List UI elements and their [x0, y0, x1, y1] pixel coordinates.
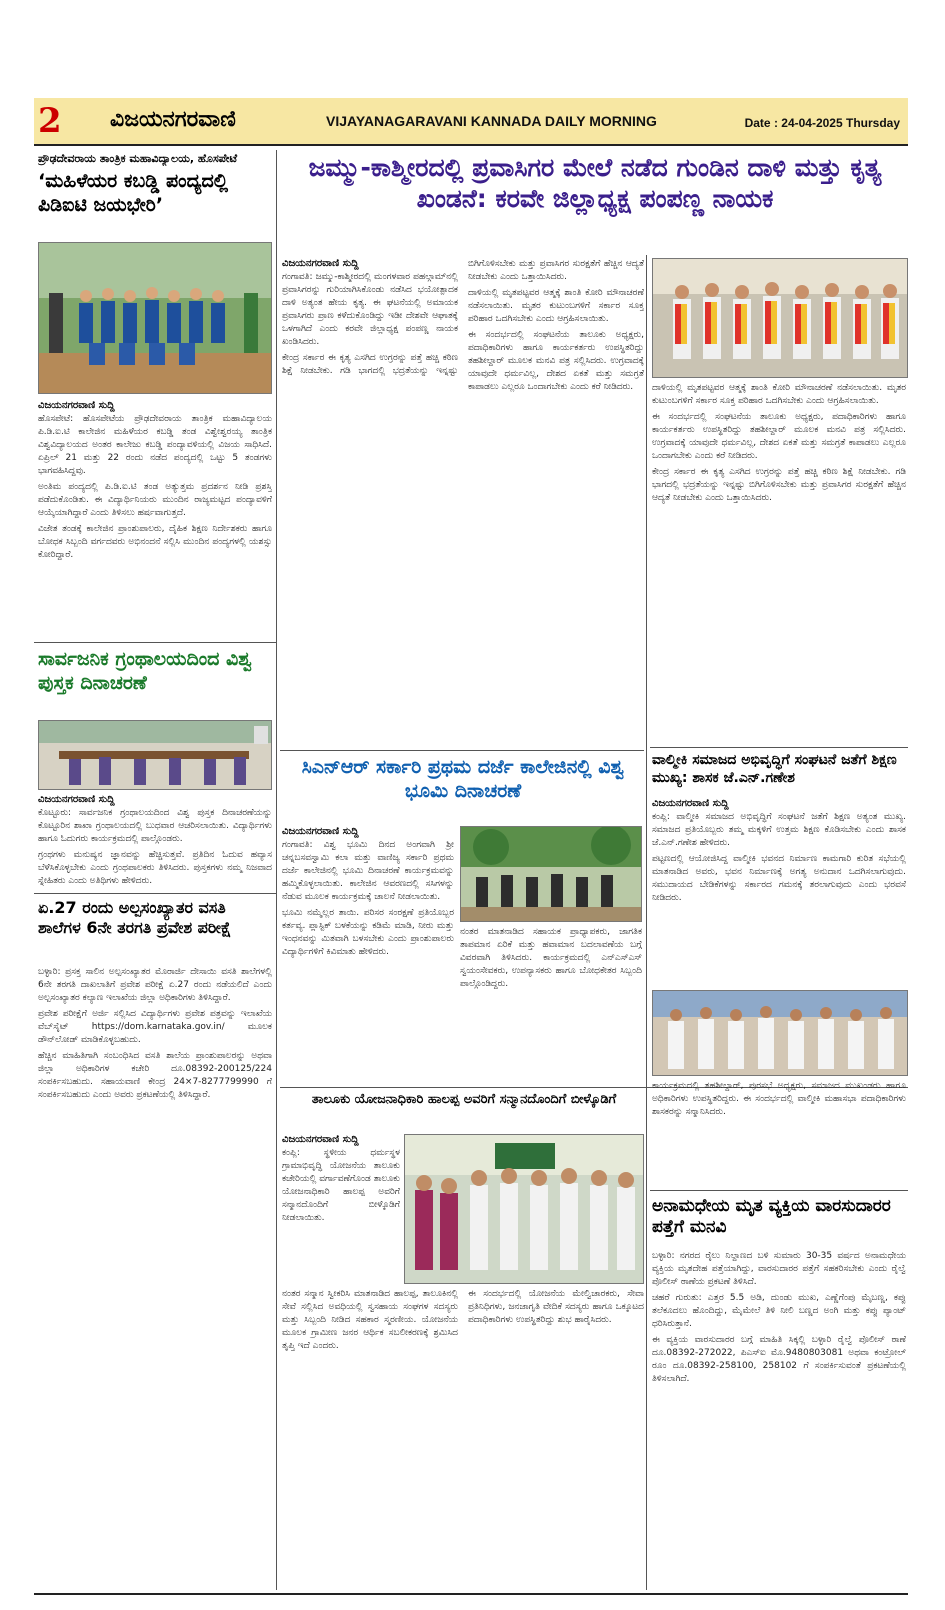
- earth-day-body: [282, 826, 454, 1082]
- issue-date: Date : 24-04-2025 Thursday: [744, 116, 900, 130]
- admission-paragraph: ಹೆಚ್ಚಿನ ಮಾಹಿತಿಗಾಗಿ ಸಂಬಂಧಿಸಿದ ವಸತಿ ಶಾಲೆಯ ಪ್ರಾಂಶುಪಾಲರನ್ನು ಅಥವಾ ಜಿಲ್ಲಾ ಅಧಿಕಾರಿಗಳ ಕಚೇರಿ ದೂ.08392-200125/224 ಸಂಪರ್ಕಿಸಬಹುದು. ಸಹಾಯವಾಣಿ ಕೇಂದ್ರ 24×7-8277799990 ಗೆ ಸಂಪರ್ಕಿಸಬಹುದು ಎಂದು ಅವರು ಪ್ರಕಟಣೆಯಲ್ಲಿ ತಿಳಿಸಿದ್ದಾರೆ.: [38, 1051, 272, 1100]
- section-rule: [34, 642, 276, 643]
- kabaddi-team-photo: [38, 242, 272, 394]
- unidentified-body: [652, 1250, 906, 1588]
- lead-paragraph: ದಾಳಿಯಲ್ಲಿ ಮೃತಪಟ್ಟವರ ಆತ್ಮಕ್ಕೆ ಶಾಂತಿ ಕೋರಿ ಮೌನಾಚರಣೆ ನಡೆಸಲಾಯಿತು. ಮೃತರ ಕುಟುಂಬಗಳಿಗೆ ಸರ್ಕಾರ ಸೂಕ್ತ ಪರಿಹಾರ ಒದಗಿಸಬೇಕು ಎಂದು ಆಗ್ರಹಿಸಲಾಯಿತು.: [652, 383, 906, 406]
- lead-headline: ಜಮ್ಮು-ಕಾಶ್ಮೀರದಲ್ಲಿ ಪ್ರವಾಸಿಗರ ಮೇಲೆ ನಡೆದ ಗುಂಡಿನ ದಾಳಿ ಮತ್ತು ಕೃತ್ಯ ಖಂಡನೆ: ಕರವೇ ಜಿಲ್ಲಾಧ್ಯಕ್ಷ ಪಂಪಣ್ಣ ನಾಯಕ: [308, 153, 882, 214]
- earth-day-headline: ಸಿಎನ್‌ಆರ್ ಸರ್ಕಾರಿ ಪ್ರಥಮ ದರ್ಜೆ ಕಾಲೇಜಿನಲ್ಲಿ ವಿಶ್ವ ಭೂಮಿ ದಿನಾಚರಣೆ: [301, 756, 625, 802]
- unidentified-paragraph: ಚಹರೆ ಗುರುತು: ಎತ್ತರ 5.5 ಅಡಿ, ದುಂಡು ಮುಖ, ಎಣ್ಣೆಗೆಂಪು ಮೈಬಣ್ಣ, ಕಪ್ಪು ತಲೆಕೂದಲು ಹೊಂದಿದ್ದು, ಮೈಮೇಲೆ ತಿಳಿ ನೀಲಿ ಬಣ್ಣದ ಅಂಗಿ ಮತ್ತು ಕಪ್ಪು ಪ್ಯಾಂಟ್ ಧರಿಸಿರುತ್ತಾನೆ.: [652, 1293, 906, 1329]
- lead-body-continued: [652, 382, 906, 744]
- bottom-rule: [34, 1593, 908, 1595]
- halappa-body: [282, 1134, 400, 1282]
- lead-paragraph: ಈ ಸಂದರ್ಭದಲ್ಲಿ ಸಂಘಟನೆಯ ತಾಲೂಕು ಅಧ್ಯಕ್ಷರು, ಪದಾಧಿಕಾರಿಗಳು ಹಾಗೂ ಕಾರ್ಯಕರ್ತರು ಉಪಸ್ಥಿತರಿದ್ದು ತಹಶೀಲ್ದಾರ್ ಮೂಲಕ ಮನವಿ ಪತ್ರ ಸಲ್ಲಿಸಿದರು. ಉಗ್ರವಾದಕ್ಕೆ ಯಾವುದೇ ಧರ್ಮವಿಲ್ಲ, ದೇಶದ ಏಕತೆ ಮತ್ತು ಸಮಗ್ರತೆ ಕಾಪಾಡಲು ಎಲ್ಲರೂ ಒಂದಾಗಬೇಕು ಎಂದು ಕರೆ ನೀಡಿದರು.: [652, 412, 906, 461]
- kabaddi-byline: ವಿಜಯನಗರವಾಣಿ ಸುದ್ದಿ: [38, 400, 115, 411]
- halappa-paragraph: ಈ ಸಂದರ್ಭದಲ್ಲಿ ಯೋಜನೆಯ ಮೇಲ್ವಿಚಾರಕರು, ಸೇವಾ ಪ್ರತಿನಿಧಿಗಳು, ಜನಜಾಗೃತಿ ವೇದಿಕೆ ಸದಸ್ಯರು ಹಾಗೂ ಒಕ್ಕೂಟದ ಪದಾಧಿಕಾರಿಗಳು ಉಪಸ್ಥಿತರಿದ್ದು ಶುಭ ಹಾರೈಸಿದರು.: [468, 1289, 644, 1325]
- admission-headline: ಏ.27 ರಂದು ಅಲ್ಪಸಂಖ್ಯಾತರ ವಸತಿ ಶಾಲೆಗಳ 6ನೇ ತರಗತಿ ಪ್ರವೇಶ ಪರೀಕ್ಷೆ: [38, 898, 232, 937]
- masthead: [34, 98, 908, 146]
- unidentified-paragraph: ಈ ವ್ಯಕ್ತಿಯ ವಾರಸುದಾರರ ಬಗ್ಗೆ ಮಾಹಿತಿ ಸಿಕ್ಕಲ್ಲಿ ಬಳ್ಳಾರಿ ರೈಲ್ವೆ ಪೊಲೀಸ್ ಠಾಣೆ ದೂ.08392-272022, ಪಿಎಸ್ಐ ಮೊ.9480803081 ಅಥವಾ ಕಂಟ್ರೋಲ್ ರೂಂ ದೂ.08392-258100, 258102 ಗೆ ಸಂಪರ್ಕಿಸುವಂತೆ ಪ್ರಕಟಣೆಯಲ್ಲಿ ತಿಳಿಸಲಾಗಿದೆ.: [652, 1335, 906, 1384]
- kabaddi-body: [38, 400, 272, 638]
- masthead-kannada: ವಿಜಯನಗರವಾಣಿ: [110, 107, 236, 132]
- halappa-body-continued: [282, 1288, 644, 1588]
- section-rule: [34, 893, 276, 894]
- kabaddi-paragraph: ವಿಜೇತ ತಂಡಕ್ಕೆ ಕಾಲೇಜಿನ ಪ್ರಾಂಶುಪಾಲರು, ದೈಹಿಕ ಶಿಕ್ಷಣ ನಿರ್ದೇಶಕರು ಹಾಗೂ ಬೋಧಕ ಸಿಬ್ಬಂದಿ ವರ್ಗದವರು ಅಭಿನಂದನೆ ಸಲ್ಲಿಸಿ ಮುಂದಿನ ಪಂದ್ಯಗಳಲ್ಲಿ ಯಶಸ್ಸು ಕೋರಿದ್ದಾರೆ.: [38, 524, 272, 560]
- lead-paragraph: ಕೇಂದ್ರ ಸರ್ಕಾರ ಈ ಕೃತ್ಯ ಎಸಗಿದ ಉಗ್ರರನ್ನು ಪತ್ತೆ ಹಚ್ಚಿ ಕಠಿಣ ಶಿಕ್ಷೆ ನೀಡಬೇಕು. ಗಡಿ ಭಾಗದಲ್ಲಿ ಭದ್ರತೆಯನ್ನು ಇನ್ನಷ್ಟು ಬಿಗಿಗೊಳಿಸಬೇಕು ಮತ್ತು ಪ್ರವಾಸಿಗರ ಸುರಕ್ಷತೆಗೆ ಹೆಚ್ಚಿನ ಆದ್ಯತೆ ನೀಡಬೇಕು ಎಂದು ಒತ್ತಾಯಿಸಿದರು.: [282, 259, 644, 376]
- earth-day-paragraph: ಗಂಗಾವತಿ: ವಿಶ್ವ ಭೂಮಿ ದಿನದ ಅಂಗವಾಗಿ ಶ್ರೀ ಚನ್ನಬಸವಸ್ವಾಮಿ ಕಲಾ ಮತ್ತು ವಾಣಿಜ್ಯ ಸರ್ಕಾರಿ ಪ್ರಥಮ ದರ್ಜೆ ಕಾಲೇಜಿನಲ್ಲಿ ಭೂಮಿ ದಿನಾಚರಣೆ ಕಾರ್ಯಕ್ರಮವನ್ನು ಹಮ್ಮಿಕೊಳ್ಳಲಾಯಿತು. ಕಾಲೇಜಿನ ಆವರಣದಲ್ಲಿ ಸಸಿಗಳನ್ನು ನೆಡುವ ಮೂಲಕ ಕಾರ್ಯಕ್ರಮಕ್ಕೆ ಚಾಲನೆ ನೀಡಲಾಯಿತು.: [282, 840, 454, 902]
- section-rule: [280, 750, 644, 751]
- section-rule: [650, 1190, 908, 1191]
- valmiki-headline: ವಾಲ್ಮೀಕಿ ಸಮಾಜದ ಅಭಿವೃದ್ಧಿಗೆ ಸಂಘಟನೆ ಜತೆಗೆ ಶಿಕ್ಷಣ ಮುಖ್ಯ: ಶಾಸಕ ಜೆ.ಎನ್.ಗಣೇಶ: [652, 752, 897, 786]
- kabaddi-paragraph: ಅಂತಿಮ ಪಂದ್ಯದಲ್ಲಿ ಪಿ.ಡಿ.ಐ.ಟಿ ತಂಡ ಅತ್ಯುತ್ತಮ ಪ್ರದರ್ಶನ ನೀಡಿ ಪ್ರಶಸ್ತಿ ಪಡೆದುಕೊಂಡಿತು. ಈ ವಿದ್ಯಾರ್ಥಿನಿಯರು ಮುಂದಿನ ರಾಜ್ಯಮಟ್ಟದ ಪಂದ್ಯಾವಳಿಗೆ ಆಯ್ಕೆಯಾಗಿದ್ದಾರೆ ಎಂದು ತಿಳಿಸಲು ಹರ್ಷವಾಗುತ್ತದೆ.: [38, 482, 272, 518]
- lead-byline: ವಿಜಯನಗರವಾಣಿ ಸುದ್ದಿ: [282, 258, 359, 269]
- valmiki-paragraph: ಕಂಪ್ಲಿ: ವಾಲ್ಮೀಕಿ ಸಮಾಜದ ಅಭಿವೃದ್ಧಿಗೆ ಸಂಘಟನೆ ಜತೆಗೆ ಶಿಕ್ಷಣ ಅತ್ಯಂತ ಮುಖ್ಯ. ಸಮಾಜದ ಪ್ರತಿಯೊಬ್ಬರು ತಮ್ಮ ಮಕ್ಕಳಿಗೆ ಉತ್ತಮ ಶಿಕ್ಷಣ ಕೊಡಿಸಬೇಕು ಎಂದು ಶಾಸಕ ಜೆ.ಎನ್.ಗಣೇಶ ಹೇಳಿದರು.: [652, 812, 906, 848]
- column-rule: [646, 255, 647, 1590]
- kabaddi-headline: ‘ಮಹಿಳೆಯರ ಕಬಡ್ಡಿ ಪಂದ್ಯದಲ್ಲಿ ಪಿಡಿಐಟಿ ಜಯಭೇರಿ’: [38, 170, 229, 216]
- earth-day-paragraph: ಭೂಮಿ ನಮ್ಮೆಲ್ಲರ ತಾಯಿ. ಪರಿಸರ ಸಂರಕ್ಷಣೆ ಪ್ರತಿಯೊಬ್ಬರ ಕರ್ತವ್ಯ. ಪ್ಲಾಸ್ಟಿಕ್ ಬಳಕೆಯನ್ನು ಕಡಿಮೆ ಮಾಡಿ, ನೀರು ಮತ್ತು ಇಂಧನವನ್ನು ಮಿತವಾಗಿ ಬಳಸಬೇಕು ಎಂದು ಪ್ರಾಂಶುಪಾಲರು ವಿದ್ಯಾರ್ಥಿಗಳಿಗೆ ಕಿವಿಮಾತು ಹೇಳಿದರು.: [282, 908, 454, 957]
- admission-paragraph: ಪ್ರವೇಶ ಪರೀಕ್ಷೆಗೆ ಅರ್ಜಿ ಸಲ್ಲಿಸಿದ ವಿದ್ಯಾರ್ಥಿಗಳು ಪ್ರವೇಶ ಪತ್ರವನ್ನು ಇಲಾಖೆಯ ವೆಬ್‌ಸೈಟ್ https://dom.karnataka.gov.in/ ಮೂಲಕ ಡೌನ್‌ಲೋಡ್ ಮಾಡಿಕೊಳ್ಳಬಹುದು.: [38, 1009, 272, 1045]
- kabaddi-paragraph: ಹೊಸಪೇಟೆ: ಹೊಸಪೇಟೆಯ ಪ್ರೌಢದೇವರಾಯ ತಾಂತ್ರಿಕ ಮಹಾವಿದ್ಯಾಲಯ ಪಿ.ಡಿ.ಐ.ಟಿ ಕಾಲೇಜಿನ ಮಹಿಳೆಯರ ಕಬಡ್ಡಿ ತಂಡ ವಿಶ್ವೇಶ್ವರಯ್ಯ ತಾಂತ್ರಿಕ ವಿಶ್ವವಿದ್ಯಾಲಯದ ಅಂತರ ಕಾಲೇಜು ಕಬಡ್ಡಿ ಪಂದ್ಯಾವಳಿಯಲ್ಲಿ ವಿಜಯ ಸಾಧಿಸಿದೆ. ಏಪ್ರಿಲ್ 21 ಮತ್ತು 22 ರಂದು ನಡೆದ ಪಂದ್ಯದಲ್ಲಿ ಒಟ್ಟು 5 ತಂಡಗಳು ಭಾಗವಹಿಸಿದ್ದವು.: [38, 414, 272, 476]
- lead-paragraph: ದಾಳಿಯಲ್ಲಿ ಮೃತಪಟ್ಟವರ ಆತ್ಮಕ್ಕೆ ಶಾಂತಿ ಕೋರಿ ಮೌನಾಚರಣೆ ನಡೆಸಲಾಯಿತು. ಮೃತರ ಕುಟುಂಬಗಳಿಗೆ ಸರ್ಕಾರ ಸೂಕ್ತ ಪರಿಹಾರ ಒದಗಿಸಬೇಕು ಎಂದು ಆಗ್ರಹಿಸಲಾಯಿತು.: [468, 288, 644, 324]
- library-paragraph: ಕೊಟ್ಟೂರು: ಸಾರ್ವಜನಿಕ ಗ್ರಂಥಾಲಯದಿಂದ ವಿಶ್ವ ಪುಸ್ತಕ ದಿನಾಚರಣೆಯನ್ನು ಕೊಟ್ಟೂರಿನ ಶಾಖಾ ಗ್ರಂಥಾಲಯದಲ್ಲಿ ಬುಧವಾರ ಆಚರಿಸಲಾಯಿತು. ವಿದ್ಯಾರ್ಥಿಗಳು ಹಾಗೂ ಓದುಗರು ಕಾರ್ಯಕ್ರಮದಲ್ಲಿ ಪಾಲ್ಗೊಂಡರು.: [38, 808, 272, 844]
- admission-paragraph: ಬಳ್ಳಾರಿ: ಪ್ರಸಕ್ತ ಸಾಲಿನ ಅಲ್ಪಸಂಖ್ಯಾತರ ಮೊರಾರ್ಜಿ ದೇಸಾಯಿ ವಸತಿ ಶಾಲೆಗಳಲ್ಲಿ 6ನೇ ತರಗತಿ ದಾಖಲಾತಿಗೆ ಪ್ರವೇಶ ಪರೀಕ್ಷೆ ಏ.27 ರಂದು ನಡೆಯಲಿದೆ ಎಂದು ಅಲ್ಪಸಂಖ್ಯಾತರ ಕಲ್ಯಾಣ ಇಲಾಖೆಯ ಜಿಲ್ಲಾ ಅಧಿಕಾರಿಗಳು ತಿಳಿಸಿದ್ದಾರೆ.: [38, 967, 272, 1003]
- valmiki-paragraph: ಪಟ್ಟಣದಲ್ಲಿ ಆಯೋಜಿಸಿದ್ದ ವಾಲ್ಮೀಕಿ ಭವನದ ನಿರ್ಮಾಣ ಕಾಮಗಾರಿ ಕುರಿತ ಸಭೆಯಲ್ಲಿ ಮಾತನಾಡಿದ ಅವರು, ಭವನ ನಿರ್ಮಾಣಕ್ಕೆ ಅಗತ್ಯ ಅನುದಾನ ಒದಗಿಸಲಾಗುವುದು. ಸಮುದಾಯದ ಬೇಡಿಕೆಗಳನ್ನು ಸರ್ಕಾರದ ಗಮನಕ್ಕೆ ತರಲಾಗುವುದು ಎಂದು ಭರವಸೆ ನೀಡಿದರು.: [652, 854, 906, 903]
- library-byline: ವಿಜಯನಗರವಾಣಿ ಸುದ್ದಿ: [38, 794, 115, 805]
- kabaddi-kicker: ಪ್ರೌಢದೇವರಾಯ ತಾಂತ್ರಿಕ ಮಹಾವಿದ್ಯಾಲಯ, ಹೊಸಪೇಟೆ: [38, 152, 238, 165]
- library-headline: ಸಾರ್ವಜನಿಕ ಗ್ರಂಥಾಲಯದಿಂದ ವಿಶ್ವ ಪುಸ್ತಕ ದಿನಾಚರಣೆ: [38, 648, 253, 694]
- unidentified-paragraph: ಬಳ್ಳಾರಿ: ನಗರದ ರೈಲು ನಿಲ್ದಾಣದ ಬಳಿ ಸುಮಾರು 30-35 ವರ್ಷದ ಅನಾಮಧೇಯ ವ್ಯಕ್ತಿಯ ಮೃತದೇಹ ಪತ್ತೆಯಾಗಿದ್ದು, ವಾರಸುದಾರರ ಪತ್ತೆಗೆ ಸಹಕರಿಸಬೇಕು ಎಂದು ರೈಲ್ವೆ ಪೊಲೀಸ್ ಠಾಣೆಯ ಪ್ರಕಟಣೆ ತಿಳಿಸಿದೆ.: [652, 1251, 906, 1287]
- section-rule: [650, 747, 908, 748]
- lead-body: [282, 258, 644, 746]
- column-rule: [276, 150, 277, 1590]
- earth-day-body-continued: [460, 926, 642, 1082]
- masthead-english: VIJAYANAGARAVANI KANNADA DAILY MORNING: [326, 113, 657, 129]
- lead-paragraph: ಈ ಸಂದರ್ಭದಲ್ಲಿ ಸಂಘಟನೆಯ ತಾಲೂಕು ಅಧ್ಯಕ್ಷರು, ಪದಾಧಿಕಾರಿಗಳು ಹಾಗೂ ಕಾರ್ಯಕರ್ತರು ಉಪಸ್ಥಿತರಿದ್ದು ತಹಶೀಲ್ದಾರ್ ಮೂಲಕ ಮನವಿ ಪತ್ರ ಸಲ್ಲಿಸಿದರು. ಉಗ್ರವಾದಕ್ಕೆ ಯಾವುದೇ ಧರ್ಮವಿಲ್ಲ, ದೇಶದ ಏಕತೆ ಮತ್ತು ಸಮಗ್ರತೆ ಕಾಪಾಡಲು ಎಲ್ಲರೂ ಒಂದಾಗಬೇಕು ಎಂದು ಕರೆ ನೀಡಿದರು.: [468, 330, 644, 392]
- lead-paragraph: ಕೇಂದ್ರ ಸರ್ಕಾರ ಈ ಕೃತ್ಯ ಎಸಗಿದ ಉಗ್ರರನ್ನು ಪತ್ತೆ ಹಚ್ಚಿ ಕಠಿಣ ಶಿಕ್ಷೆ ನೀಡಬೇಕು. ಗಡಿ ಭಾಗದಲ್ಲಿ ಭದ್ರತೆಯನ್ನು ಇನ್ನಷ್ಟು ಬಿಗಿಗೊಳಿಸಬೇಕು ಮತ್ತು ಪ್ರವಾಸಿಗರ ಸುರಕ್ಷತೆಗೆ ಹೆಚ್ಚಿನ ಆದ್ಯತೆ ನೀಡಬೇಕು ಎಂದು ಒತ್ತಾಯಿಸಿದರು.: [652, 467, 906, 503]
- admission-body: [38, 966, 272, 1588]
- library-event-photo: [38, 720, 272, 790]
- valmiki-byline: ವಿಜಯನಗರವಾಣಿ ಸುದ್ದಿ: [652, 798, 729, 809]
- valmiki-meeting-photo: [652, 990, 908, 1076]
- unidentified-headline: ಅನಾಮಧೇಯ ಮೃತ ವ್ಯಕ್ತಿಯ ವಾರಸುದಾರರ ಪತ್ತೆಗೆ ಮನವಿ: [652, 1196, 891, 1238]
- valmiki-paragraph: ಕಾರ್ಯಕ್ರಮದಲ್ಲಿ ತಹಶೀಲ್ದಾರ್, ಪುರಸಭೆ ಅಧ್ಯಕ್ಷರು, ಸಮಾಜದ ಮುಖಂಡರು ಹಾಗೂ ಅಧಿಕಾರಿಗಳು ಉಪಸ್ಥಿತರಿದ್ದರು. ಈ ಸಂದರ್ಭದಲ್ಲಿ ವಾಲ್ಮೀಕಿ ಮಹಾಸಭಾ ಪದಾಧಿಕಾರಿಗಳು ಶಾಸಕರನ್ನು ಸನ್ಮಾನಿಸಿದರು.: [652, 1081, 906, 1117]
- lead-paragraph: ಗಂಗಾವತಿ: ಜಮ್ಮು-ಕಾಶ್ಮೀರದಲ್ಲಿ ಮಂಗಳವಾರ ಪಹಲ್ಗಾಮ್‌ನಲ್ಲಿ ಪ್ರವಾಸಿಗರನ್ನು ಗುರಿಯಾಗಿಸಿಕೊಂಡು ನಡೆಸಿದ ಭಯೋತ್ಪಾದಕ ದಾಳಿ ಅತ್ಯಂತ ಹೇಯ ಕೃತ್ಯ. ಈ ಘಟನೆಯಲ್ಲಿ ಅಮಾಯಕ ಪ್ರವಾಸಿಗರು ಪ್ರಾಣ ಕಳೆದುಕೊಂಡಿದ್ದು ಇಡೀ ದೇಶವೇ ಆಘಾತಕ್ಕೆ ಒಳಗಾಗಿದೆ ಎಂದು ಕರವೇ ಜಿಲ್ಲಾಧ್ಯಕ್ಷ ಪಂಪಣ್ಣ ನಾಯಕ ಖಂಡಿಸಿದರು.: [282, 272, 458, 347]
- library-paragraph: ಗ್ರಂಥಗಳು ಮನುಷ್ಯನ ಜ್ಞಾನವನ್ನು ಹೆಚ್ಚಿಸುತ್ತವೆ. ಪ್ರತಿದಿನ ಓದುವ ಹವ್ಯಾಸ ಬೆಳೆಸಿಕೊಳ್ಳಬೇಕು ಎಂದು ಗ್ರಂಥಪಾಲಕರು ತಿಳಿಸಿದರು. ಪುಸ್ತಕಗಳು ನಮ್ಮ ನಿಜವಾದ ಸ್ನೇಹಿತರು ಎಂದು ಅತಿಥಿಗಳು ಹೇಳಿದರು.: [38, 850, 272, 886]
- halappa-felicitation-photo: [404, 1134, 644, 1284]
- halappa-paragraph: ನಂತರ ಸನ್ಮಾನ ಸ್ವೀಕರಿಸಿ ಮಾತನಾಡಿದ ಹಾಲಪ್ಪ, ತಾಲೂಕಿನಲ್ಲಿ ಸೇವೆ ಸಲ್ಲಿಸಿದ ಅವಧಿಯಲ್ಲಿ ಸ್ವಸಹಾಯ ಸಂಘಗಳ ಸದಸ್ಯರು ಮತ್ತು ಸಿಬ್ಬಂದಿ ನೀಡಿದ ಸಹಕಾರ ಸ್ಮರಣೀಯ. ಯೋಜನೆಯ ಮೂಲಕ ಗ್ರಾಮೀಣ ಜನರ ಆರ್ಥಿಕ ಸಬಲೀಕರಣಕ್ಕೆ ಶ್ರಮಿಸಿದ ತೃಪ್ತಿ ಇದೆ ಎಂದರು.: [282, 1289, 458, 1351]
- earth-day-byline: ವಿಜಯನಗರವಾಣಿ ಸುದ್ದಿ: [282, 826, 359, 837]
- halappa-paragraph: ಕಂಪ್ಲಿ: ಸ್ಥಳೀಯ ಧರ್ಮಸ್ಥಳ ಗ್ರಾಮಾಭಿವೃದ್ಧಿ ಯೋಜನೆಯ ತಾಲೂಕು ಕಚೇರಿಯಲ್ಲಿ ವರ್ಗಾವಣೆಗೊಂಡ ತಾಲೂಕು ಯೋಜನಾಧಿಕಾರಿ ಹಾಲಪ್ಪ ಅವರಿಗೆ ಸನ್ಮಾನದೊಂದಿಗೆ ಬೀಳ್ಕೊಡಿಗೆ ನೀಡಲಾಯಿತು.: [282, 1148, 400, 1223]
- valmiki-body: [652, 798, 906, 984]
- halappa-byline: ವಿಜಯನಗರವಾಣಿ ಸುದ್ದಿ: [282, 1134, 359, 1145]
- halappa-headline: ತಾಲೂಕು ಯೋಜನಾಧಿಕಾರಿ ಹಾಲಪ್ಪ ಅವರಿಗೆ ಸನ್ಮಾನದೊಂದಿಗೆ ಬೀಳ್ಕೊಡಿಗೆ: [311, 1092, 617, 1107]
- valmiki-body-continued: [652, 1080, 906, 1186]
- page-number: 2: [38, 101, 62, 141]
- library-body: [38, 794, 272, 889]
- earth-day-photo: [460, 826, 642, 922]
- lead-protest-photo: [652, 258, 908, 378]
- earth-day-paragraph: ನಂತರ ಮಾತನಾಡಿದ ಸಹಾಯಕ ಪ್ರಾಧ್ಯಾಪಕರು, ಜಾಗತಿಕ ತಾಪಮಾನ ಏರಿಕೆ ಮತ್ತು ಹವಾಮಾನ ಬದಲಾವಣೆಯ ಬಗ್ಗೆ ವಿವರವಾಗಿ ತಿಳಿಸಿದರು. ಕಾರ್ಯಕ್ರಮದಲ್ಲಿ ಎನ್‌ಎಸ್‌ಎಸ್ ಸ್ವಯಂಸೇವಕರು, ಉಪನ್ಯಾಸಕರು ಹಾಗೂ ಬೋಧಕೇತರ ಸಿಬ್ಬಂದಿ ಪಾಲ್ಗೊಂಡಿದ್ದರು.: [460, 927, 642, 989]
